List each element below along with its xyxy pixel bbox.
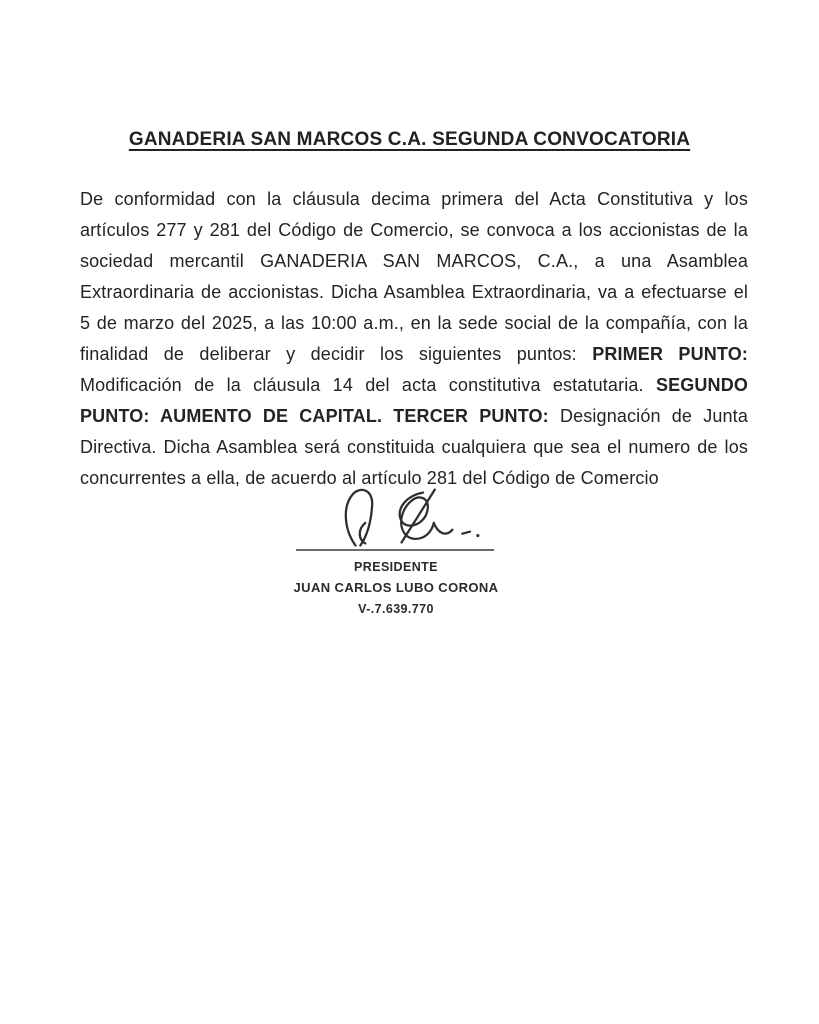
paragraph-line: concurrentes a ella, de acuerdo al artículo 281 del Código de Comercio	[80, 468, 659, 488]
paragraph-line: sociedad mercantil GANADERIA SAN MARCOS, C.A., a una Asamblea	[80, 251, 748, 271]
signer-role: PRESIDENTE	[354, 560, 438, 574]
notice-paragraph	[80, 184, 748, 494]
paragraph-line: 5 de marzo del 2025, a las 10:00 a.m., en la sede social de la compañía, con la	[80, 313, 748, 333]
document-title: GANADERIA SAN MARCOS C.A. SEGUNDA CONVOCATORIA	[128, 129, 691, 150]
paragraph-line: finalidad de deliberar y decidir los siguientes puntos: PRIMER PUNTO:	[80, 344, 749, 364]
signature-line	[296, 549, 494, 551]
signer-id: V-.7.639.770	[358, 602, 434, 616]
paragraph-line: De conformidad con la cláusula decima primera del Acta Constitutiva y los	[80, 189, 748, 209]
paragraph-line: artículos 277 y 281 del Código de Comercio, se convoca a los accionistas de la	[80, 220, 748, 240]
signer-name: JUAN CARLOS LUBO CORONA	[293, 580, 499, 595]
signature-icon	[332, 484, 518, 552]
paragraph-line: Extraordinaria de accionistas. Dicha Asamblea Extraordinaria, va a efectuarse el	[80, 282, 748, 302]
paragraph-line: Modificación de la cláusula 14 del acta constitutiva estatutaria. SEGUNDO	[80, 375, 748, 395]
paragraph-line: PUNTO: AUMENTO DE CAPITAL. TERCER PUNTO: Designación de Junta	[80, 406, 748, 426]
paragraph-line: Directiva. Dicha Asamblea será constituida cualquiera que sea el numero de los	[80, 437, 748, 457]
